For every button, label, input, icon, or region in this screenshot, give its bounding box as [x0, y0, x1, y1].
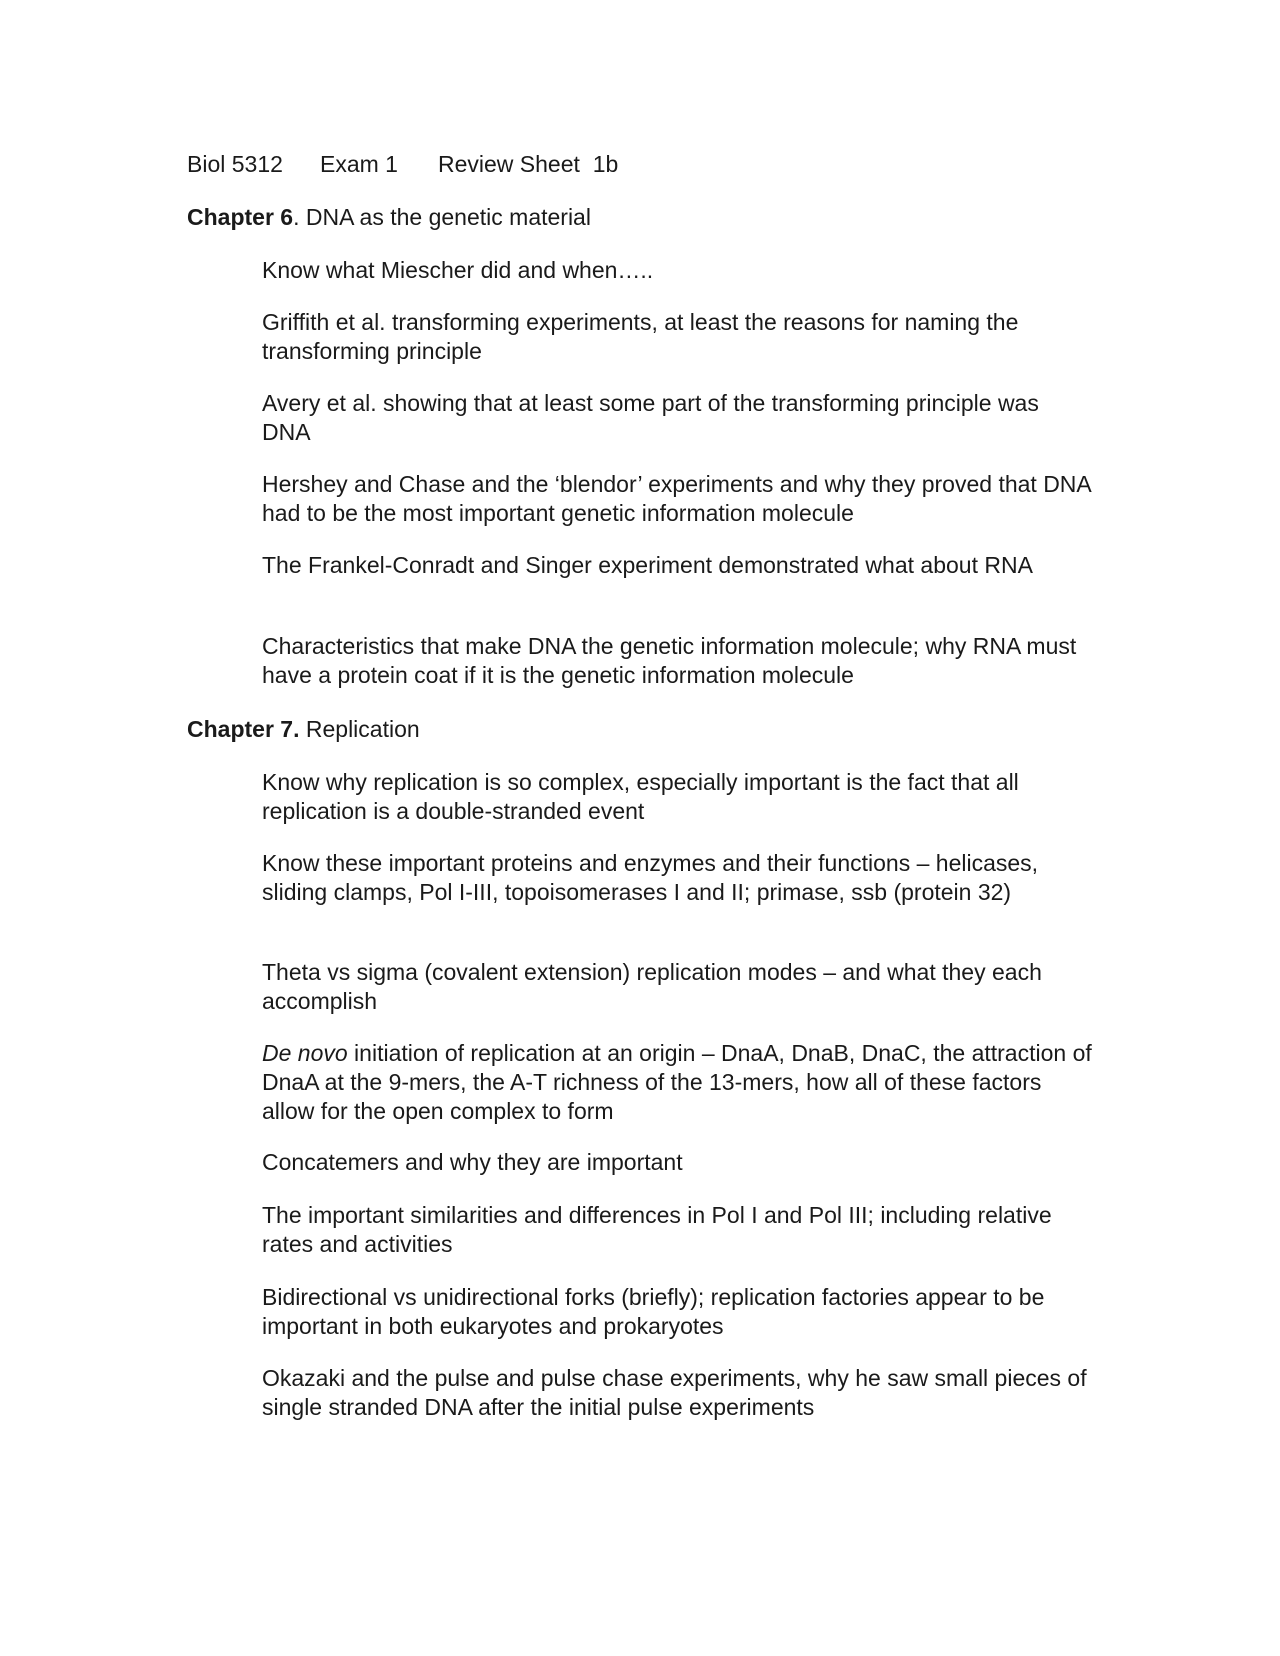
item-text: initiation of replication at an origin – DnaA, DnaB, DnaC, the attraction of DnaA at the 9-mers, the A-T richness of the 13-mers, how all of these factors allow for the open complex to form: [262, 1040, 1092, 1124]
review-item: Know why replication is so complex, especially important is the fact that all replication is a double-stranded event: [262, 769, 1019, 824]
chapter-title: Replication: [299, 716, 420, 742]
document-header: [187, 150, 618, 179]
exam-label: Exam 1: [320, 151, 398, 177]
chapter-7-heading: [187, 715, 420, 744]
review-item: Concatemers and why they are important: [262, 1149, 683, 1175]
chapter-label: Chapter 7.: [187, 716, 300, 742]
review-item: [262, 1039, 1092, 1126]
review-item: The important similarities and differences in Pol I and Pol III; including relative rates and activities: [262, 1202, 1052, 1257]
review-item: Avery et al. showing that at least some part of the transforming principle was DNA: [262, 390, 1039, 445]
chapter-title: . DNA as the genetic material: [293, 204, 591, 230]
review-item: Theta vs sigma (covalent extension) replication modes – and what they each accomplish: [262, 959, 1042, 1014]
sheet-label: Review Sheet 1b: [438, 151, 619, 177]
review-item: The Frankel-Conradt and Singer experiment demonstrated what about RNA: [262, 552, 1033, 578]
italic-term: De novo: [262, 1040, 348, 1066]
chapter-6-heading: [187, 203, 591, 232]
course-code: Biol 5312: [187, 151, 283, 177]
review-item: Griffith et al. transforming experiments, at least the reasons for naming the transforming principle: [262, 309, 1019, 364]
review-item: Bidirectional vs unidirectional forks (briefly); replication factories appear to be important in both eukaryotes and prokaryotes: [262, 1284, 1045, 1339]
review-item: Okazaki and the pulse and pulse chase experiments, why he saw small pieces of single stranded DNA after the initial pulse experiments: [262, 1365, 1087, 1420]
review-item: Characteristics that make DNA the genetic information molecule; why RNA must have a protein coat if it is the genetic information molecule: [262, 633, 1077, 688]
review-item: Know what Miescher did and when…..: [262, 257, 654, 283]
review-item: Know these important proteins and enzymes and their functions – helicases, sliding clamps, Pol I-III, topoisomerases I and II; primase, ssb (protein 32): [262, 850, 1039, 905]
chapter-label: Chapter 6: [187, 204, 294, 230]
review-item: Hershey and Chase and the ‘blendor’ experiments and why they proved that DNA had to be the most important genetic information molecule: [262, 471, 1091, 526]
